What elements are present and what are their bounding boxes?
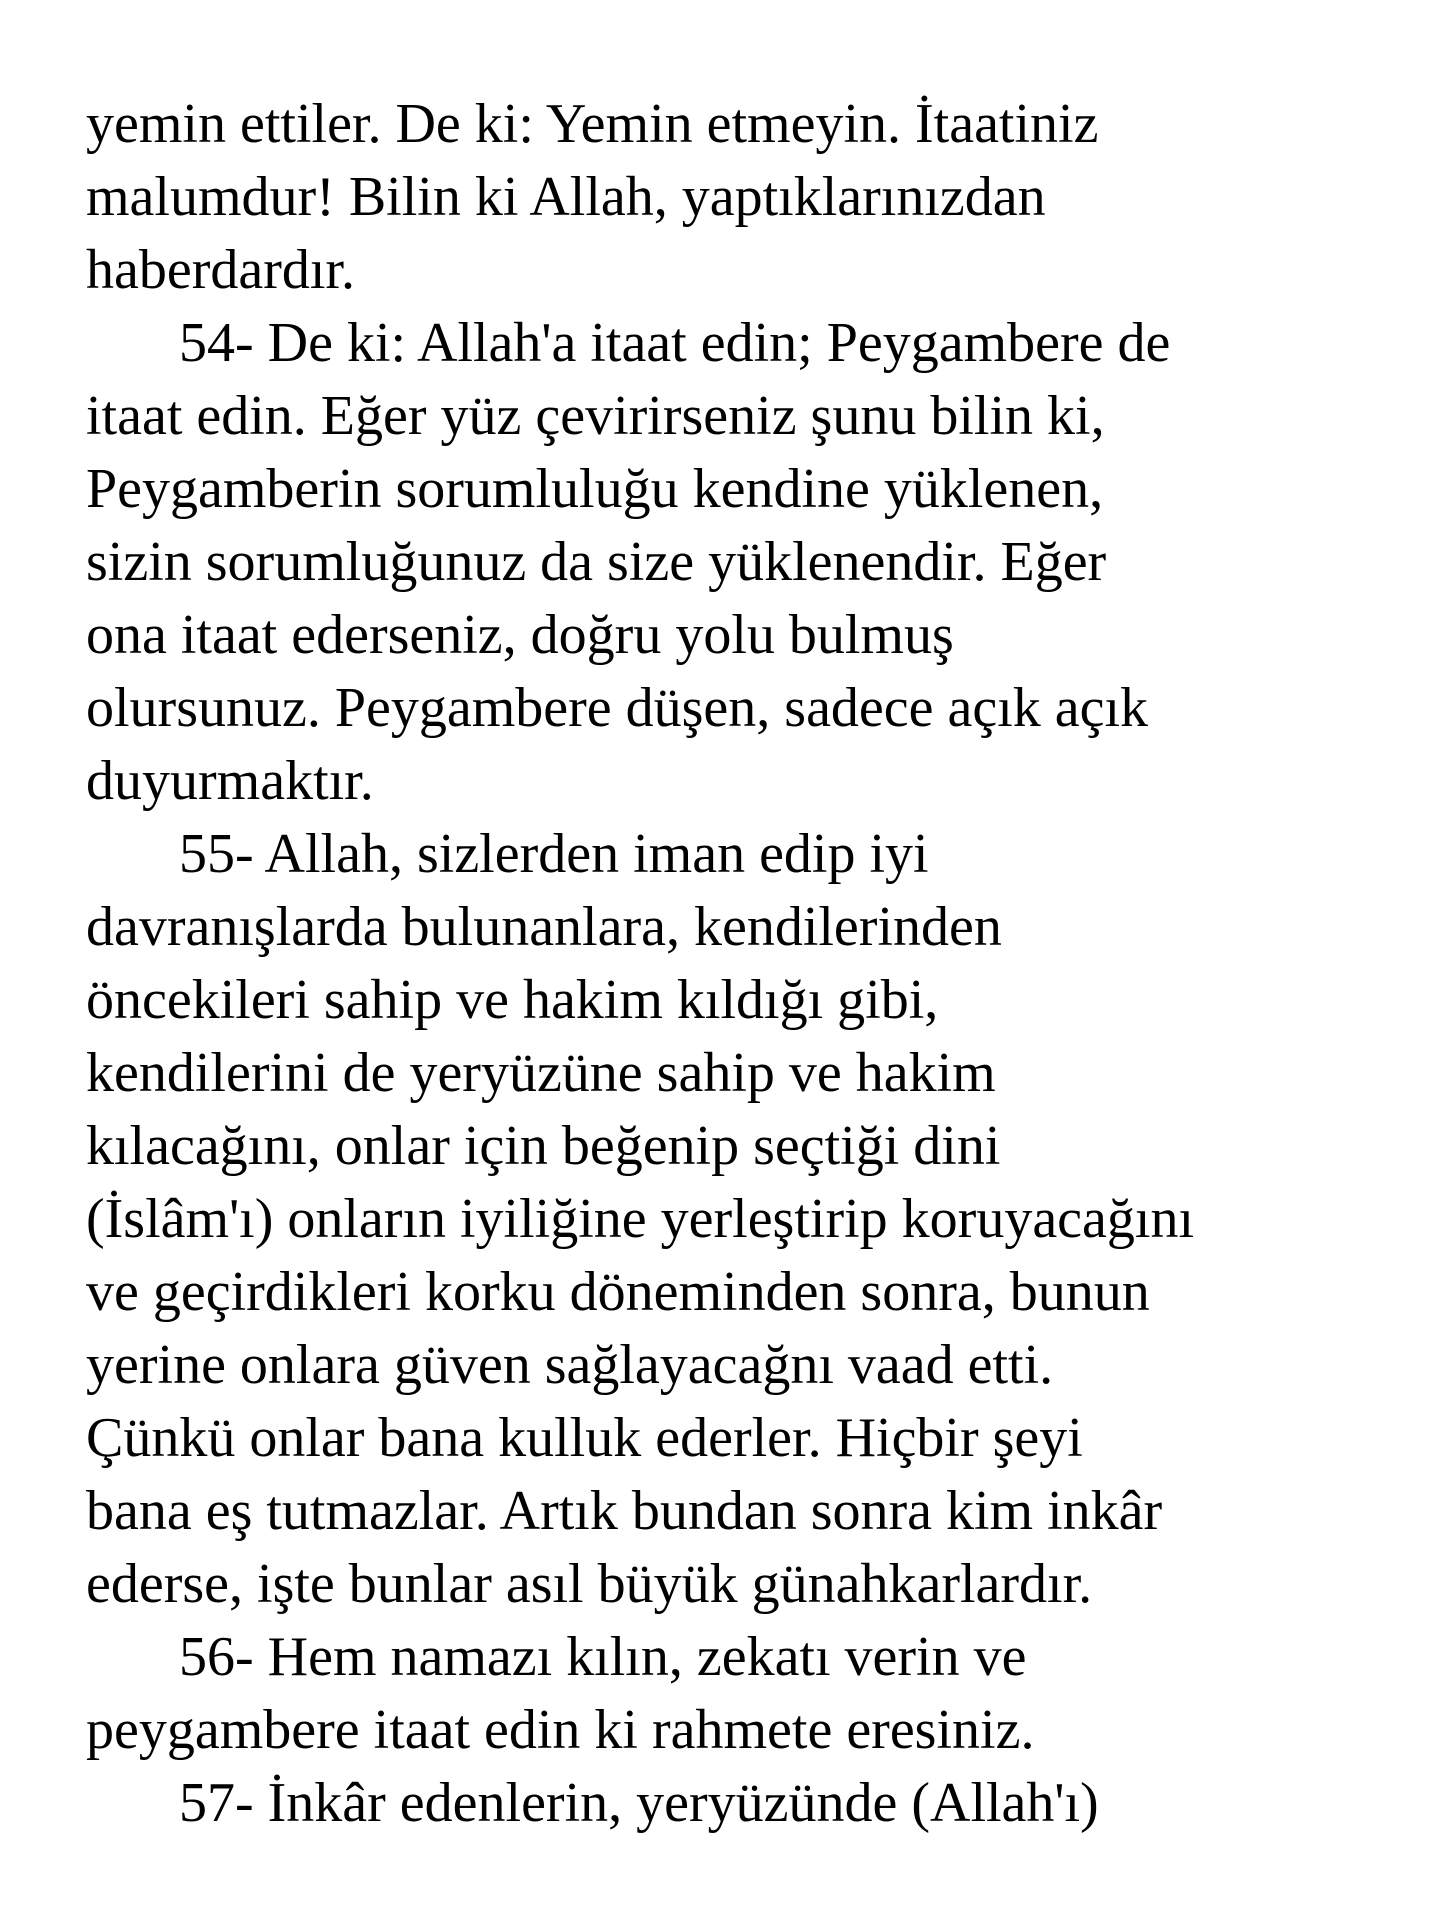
text-line: ona itaat ederseniz, doğru yolu bulmuş <box>86 604 954 666</box>
text-line: (İslâm'ı) onların iyiliğine yerleştirip koruyacağını <box>86 1188 1194 1250</box>
text-line: yemin ettiler. De ki: Yemin etmeyin. İtaatiniz <box>86 93 1099 155</box>
verse-57-start: 57- İnkâr edenlerin, yeryüzünde (Allah'ı) <box>179 1772 1099 1834</box>
verse-56-start: 56- Hem namazı kılın, zekatı verin ve <box>179 1626 1027 1688</box>
text-line: malumdur! Bilin ki Allah, yaptıklarınızdan <box>86 166 1046 228</box>
text-line: ve geçirdikleri korku döneminden sonra, bunun <box>86 1261 1150 1323</box>
text-line: bana eş tutmazlar. Artık bundan sonra kim inkâr <box>86 1480 1163 1542</box>
text-line: duyurmaktır. <box>86 750 374 812</box>
text-line: sizin sorumluğunuz da size yüklenendir. Eğer <box>86 531 1107 593</box>
text-line: itaat edin. Eğer yüz çevirirseniz şunu bilin ki, <box>86 385 1105 447</box>
text-line: öncekileri sahip ve hakim kıldığı gibi, <box>86 969 939 1031</box>
text-line: olursunuz. Peygambere düşen, sadece açık açık <box>86 677 1149 739</box>
document-page <box>86 88 1386 1840</box>
text-line: kılacağını, onlar için beğenip seçtiği dini <box>86 1115 1001 1177</box>
text-line: haberdardır. <box>86 239 355 301</box>
text-line: ederse, işte bunlar asıl büyük günahkarlardır. <box>86 1553 1093 1615</box>
text-line: yerine onlara güven sağlayacağnı vaad etti. <box>86 1334 1054 1396</box>
text-line: kendilerini de yeryüzüne sahip ve hakim <box>86 1042 996 1104</box>
text-line: peygambere itaat edin ki rahmete eresiniz. <box>86 1699 1035 1761</box>
verse-54-start: 54- De ki: Allah'a itaat edin; Peygambere de <box>179 312 1171 374</box>
text-line: Peygamberin sorumluluğu kendine yüklenen, <box>86 458 1104 520</box>
verse-55-start: 55- Allah, sizlerden iman edip iyi <box>179 823 929 885</box>
text-line: Çünkü onlar bana kulluk ederler. Hiçbir şeyi <box>86 1407 1083 1469</box>
text-line: davranışlarda bulunanlara, kendilerinden <box>86 896 1002 958</box>
